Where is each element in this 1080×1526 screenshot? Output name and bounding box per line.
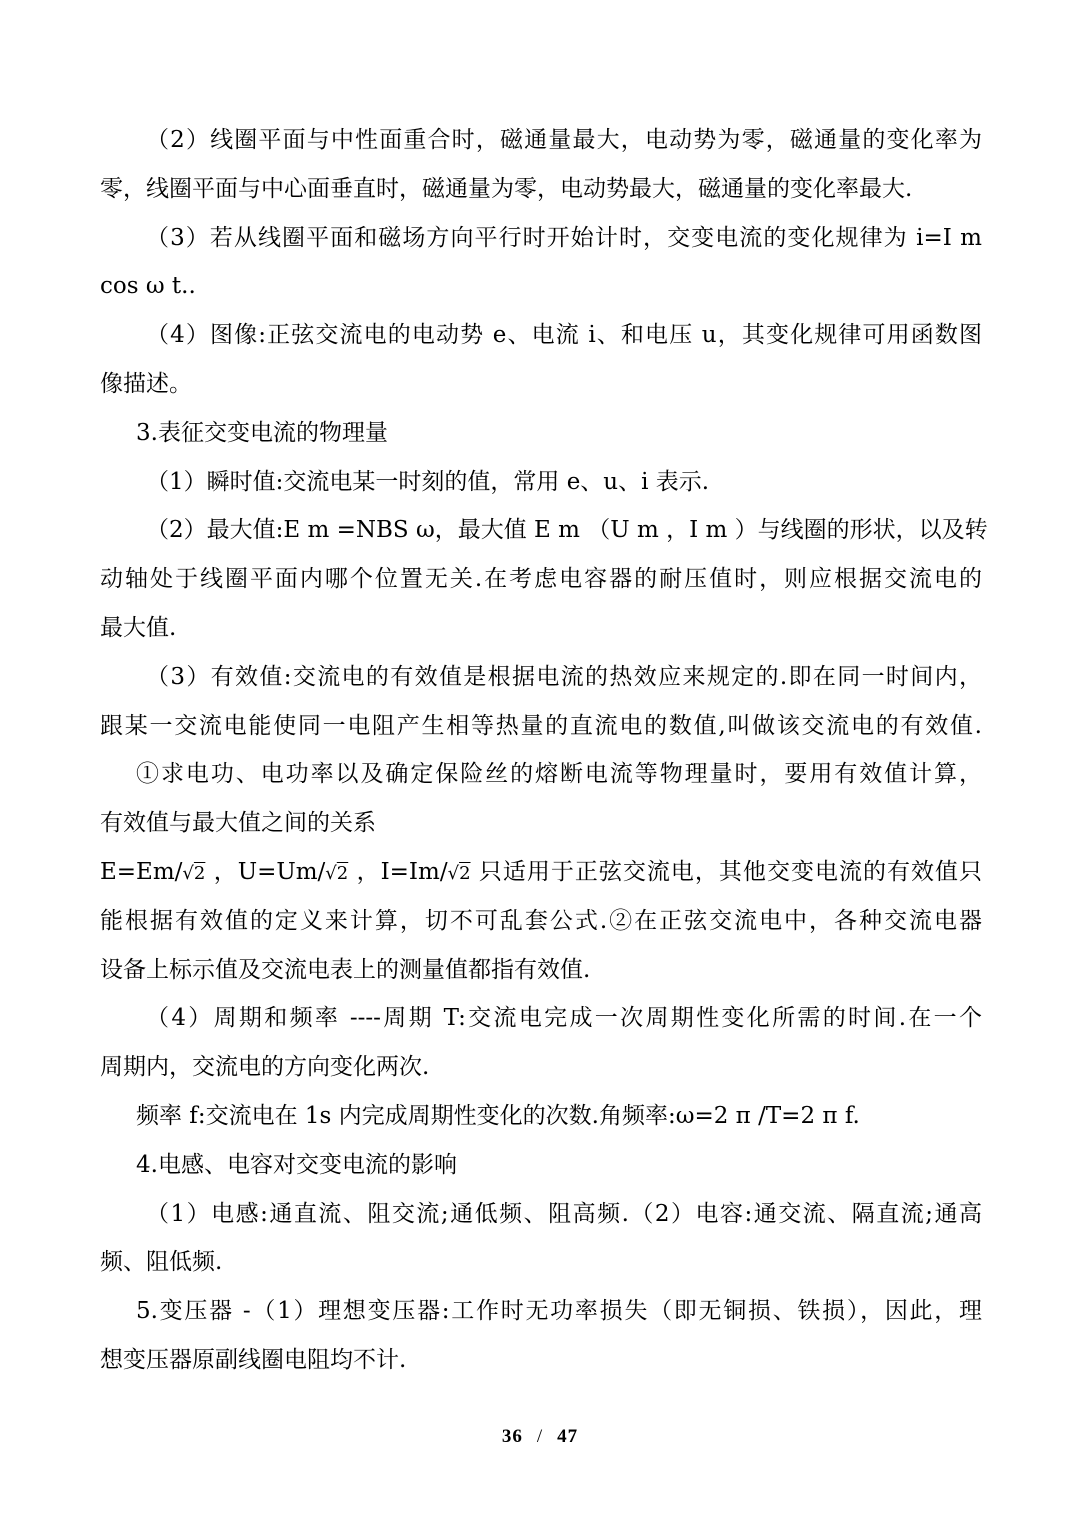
text-line: 周期内，交流电的方向变化两次.	[100, 1054, 430, 1081]
text-line: （4）周期和频率 ----周期 T:交流电完成一次周期性变化所需的时间.在一个	[146, 1005, 982, 1032]
text-line: cos ω t..	[100, 273, 196, 300]
formula-line	[100, 848, 982, 897]
sqrt-symbol: √2	[325, 862, 349, 884]
formula-u: ，U=Um/	[213, 858, 326, 885]
total-pages: 47	[557, 1426, 579, 1447]
text-line: 像描述。	[100, 370, 192, 397]
text-line: 有效值与最大值之间的关系	[100, 810, 376, 837]
text-line: 5.变压器 -（1）理想变压器:工作时无功率损失（即无铜损、铁损），因此，理	[136, 1298, 982, 1325]
text-line: 零，线圈平面与中心面垂直时，磁通量为零，电动势最大，磁通量的变化率最大.	[100, 175, 913, 202]
text-line: （1）电感:通直流、阻交流;通低频、阻高频.（2）电容:通交流、隔直流;通高	[146, 1200, 982, 1227]
formula-e: E=Em/	[100, 858, 183, 885]
text-line: 最大值.	[100, 614, 177, 641]
formula-rest: 只适用于正弦交流电，其他交变电流的有效值只	[478, 858, 983, 885]
text-line: （2）线圈平面与中性面重合时，磁通量最大，电动势为零，磁通量的变化率为	[146, 127, 982, 153]
text-line: 动轴处于线圈平面内哪个位置无关.在考虑电容器的耐压值时，则应根据交流电的	[100, 566, 982, 593]
text-line: 跟某一交流电能使同一电阻产生相等热量的直流电的数值,叫做该交流电的有效值.	[100, 712, 982, 739]
text-line: 频、阻低频.	[100, 1249, 223, 1276]
text-line: （2）最大值:E m =NBS ω，最大值 E m （U m ，I m ）与线圈的形状，以及转	[146, 517, 988, 544]
document-body	[100, 116, 988, 1385]
text-line: （3）若从线圈平面和磁场方向平行时开始计时，交变电流的变化规律为 i=I m	[146, 224, 982, 251]
text-line: 频率 f:交流电在 1s 内完成周期性变化的次数.角频率:ω=2 π /T=2 π f.	[136, 1102, 860, 1129]
text-line: （4）图像:正弦交流电的电动势 e、电流 i、和电压 u，其变化规律可用函数图	[146, 322, 982, 349]
current-page: 36	[501, 1426, 523, 1447]
sqrt-symbol: √2	[447, 862, 471, 884]
text-block-2	[100, 897, 982, 1385]
text-line: 能根据有效值的定义来计算，切不可乱套公式.②在正弦交流电中，各种交流电器	[100, 907, 982, 934]
text-block-1	[100, 116, 988, 848]
text-line: 设备上标示值及交流电表上的测量值都指有效值.	[100, 956, 591, 983]
text-line: （1）瞬时值:交流电某一时刻的值，常用 e、u、i 表示.	[146, 468, 710, 495]
page-number	[0, 1426, 1080, 1448]
text-line: 3.表征交变电流的物理量	[136, 419, 388, 446]
sqrt-symbol: √2	[182, 862, 206, 884]
text-line: ①求电功、电功率以及确定保险丝的熔断电流等物理量时，要用有效值计算，	[136, 761, 982, 788]
text-line: 4.电感、电容对交变电流的影响	[136, 1151, 457, 1178]
text-line: （3）有效值:交流电的有效值是根据电流的热效应来规定的.即在同一时间内，	[146, 663, 982, 690]
text-line: 想变压器原副线圈电阻均不计.	[100, 1346, 407, 1373]
formula-i: ，I=Im/	[356, 858, 448, 885]
page-separator: /	[536, 1426, 544, 1447]
